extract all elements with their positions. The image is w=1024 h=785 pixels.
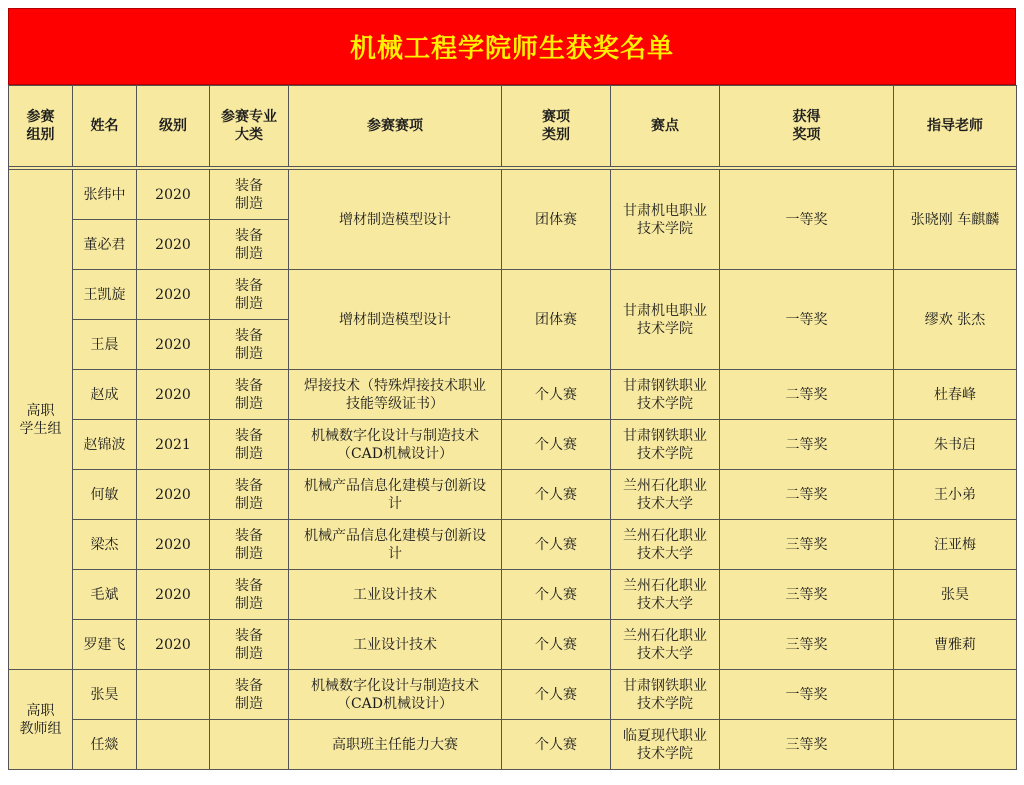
cell-event: 工业设计技术 bbox=[289, 620, 502, 670]
cell-major: 装备 制造 bbox=[210, 370, 289, 420]
header-group: 参赛 组别 bbox=[9, 86, 73, 167]
table-row bbox=[9, 270, 1017, 320]
cell-award: 二等奖 bbox=[720, 420, 894, 470]
cell-event: 增材制造模型设计 bbox=[289, 170, 502, 270]
table-row bbox=[9, 470, 1017, 520]
cell-award: 二等奖 bbox=[720, 470, 894, 520]
cell-grade: 2020 bbox=[137, 520, 210, 570]
header-row bbox=[9, 86, 1017, 167]
cell-type: 个人赛 bbox=[502, 670, 611, 720]
page-title: 机械工程学院师生获奖名单 bbox=[349, 34, 674, 64]
cell-type: 团体赛 bbox=[502, 170, 611, 270]
table-row bbox=[9, 370, 1017, 420]
cell-teacher: 王小弟 bbox=[894, 470, 1017, 520]
cell-type: 个人赛 bbox=[502, 620, 611, 670]
cell-event: 机械数字化设计与制造技术 （CAD机械设计） bbox=[289, 670, 502, 720]
cell-grade bbox=[137, 720, 210, 770]
cell-award: 一等奖 bbox=[720, 270, 894, 370]
cell-major: 装备 制造 bbox=[210, 520, 289, 570]
cell-type: 个人赛 bbox=[502, 370, 611, 420]
cell-award: 三等奖 bbox=[720, 720, 894, 770]
cell-teacher bbox=[894, 720, 1017, 770]
table-row bbox=[9, 170, 1017, 220]
cell-award: 二等奖 bbox=[720, 370, 894, 420]
table-row bbox=[9, 670, 1017, 720]
cell-major: 装备 制造 bbox=[210, 170, 289, 220]
cell-major: 装备 制造 bbox=[210, 270, 289, 320]
cell-type: 个人赛 bbox=[502, 720, 611, 770]
cell-type: 个人赛 bbox=[502, 420, 611, 470]
cell-name: 罗建飞 bbox=[73, 620, 137, 670]
cell-award: 一等奖 bbox=[720, 170, 894, 270]
cell-venue: 甘肃机电职业 技术学院 bbox=[611, 170, 720, 270]
cell-grade: 2020 bbox=[137, 270, 210, 320]
header-venue: 赛点 bbox=[611, 86, 720, 167]
cell-teacher: 张昊 bbox=[894, 570, 1017, 620]
cell-event: 高职班主任能力大赛 bbox=[289, 720, 502, 770]
cell-grade: 2020 bbox=[137, 370, 210, 420]
cell-event: 工业设计技术 bbox=[289, 570, 502, 620]
cell-major: 装备 制造 bbox=[210, 620, 289, 670]
cell-name: 王晨 bbox=[73, 320, 137, 370]
cell-teacher bbox=[894, 670, 1017, 720]
cell-major: 装备 制造 bbox=[210, 220, 289, 270]
cell-teacher: 杜春峰 bbox=[894, 370, 1017, 420]
cell-venue: 甘肃钢铁职业 技术学院 bbox=[611, 670, 720, 720]
table-row bbox=[9, 520, 1017, 570]
cell-award: 一等奖 bbox=[720, 670, 894, 720]
cell-event: 机械产品信息化建模与创新设 计 bbox=[289, 520, 502, 570]
cell-teacher: 汪亚梅 bbox=[894, 520, 1017, 570]
cell-grade: 2020 bbox=[137, 170, 210, 220]
cell-event: 增材制造模型设计 bbox=[289, 270, 502, 370]
header-type: 赛项 类别 bbox=[502, 86, 611, 167]
cell-name: 何敏 bbox=[73, 470, 137, 520]
cell-major: 装备 制造 bbox=[210, 570, 289, 620]
award-table bbox=[8, 85, 1017, 770]
table-row bbox=[9, 720, 1017, 770]
cell-type: 个人赛 bbox=[502, 470, 611, 520]
cell-name: 梁杰 bbox=[73, 520, 137, 570]
header-grade: 级别 bbox=[137, 86, 210, 167]
cell-event: 机械数字化设计与制造技术 （CAD机械设计） bbox=[289, 420, 502, 470]
header-major: 参赛专业 大类 bbox=[210, 86, 289, 167]
cell-venue: 兰州石化职业 技术大学 bbox=[611, 470, 720, 520]
header-event: 参赛赛项 bbox=[289, 86, 502, 167]
cell-type: 个人赛 bbox=[502, 520, 611, 570]
cell-venue: 临夏现代职业 技术学院 bbox=[611, 720, 720, 770]
cell-name: 任燚 bbox=[73, 720, 137, 770]
cell-grade: 2021 bbox=[137, 420, 210, 470]
cell-name: 赵成 bbox=[73, 370, 137, 420]
cell-major: 装备 制造 bbox=[210, 670, 289, 720]
cell-venue: 兰州石化职业 技术大学 bbox=[611, 620, 720, 670]
cell-venue: 甘肃钢铁职业 技术学院 bbox=[611, 420, 720, 470]
header-award: 获得 奖项 bbox=[720, 86, 894, 167]
cell-name: 张纬中 bbox=[73, 170, 137, 220]
cell-type: 个人赛 bbox=[502, 570, 611, 620]
table-row bbox=[9, 570, 1017, 620]
cell-type: 团体赛 bbox=[502, 270, 611, 370]
cell-event: 焊接技术（特殊焊接技术职业 技能等级证书） bbox=[289, 370, 502, 420]
cell-name: 张昊 bbox=[73, 670, 137, 720]
cell-event: 机械产品信息化建模与创新设 计 bbox=[289, 470, 502, 520]
cell-name: 赵锦波 bbox=[73, 420, 137, 470]
cell-award: 三等奖 bbox=[720, 570, 894, 620]
cell-grade: 2020 bbox=[137, 470, 210, 520]
cell-teacher: 朱书启 bbox=[894, 420, 1017, 470]
cell-award: 三等奖 bbox=[720, 620, 894, 670]
cell-teacher: 曹雅莉 bbox=[894, 620, 1017, 670]
header-name: 姓名 bbox=[73, 86, 137, 167]
group-teacher: 高职 教师组 bbox=[9, 670, 73, 770]
cell-major bbox=[210, 720, 289, 770]
cell-venue: 甘肃机电职业 技术学院 bbox=[611, 270, 720, 370]
cell-award: 三等奖 bbox=[720, 520, 894, 570]
cell-major: 装备 制造 bbox=[210, 320, 289, 370]
cell-major: 装备 制造 bbox=[210, 420, 289, 470]
cell-grade: 2020 bbox=[137, 320, 210, 370]
cell-name: 董必君 bbox=[73, 220, 137, 270]
cell-major: 装备 制造 bbox=[210, 470, 289, 520]
cell-grade bbox=[137, 670, 210, 720]
cell-grade: 2020 bbox=[137, 570, 210, 620]
cell-grade: 2020 bbox=[137, 620, 210, 670]
cell-venue: 兰州石化职业 技术大学 bbox=[611, 570, 720, 620]
cell-name: 毛斌 bbox=[73, 570, 137, 620]
title-banner bbox=[8, 8, 1016, 85]
cell-venue: 兰州石化职业 技术大学 bbox=[611, 520, 720, 570]
cell-teacher: 缪欢 张杰 bbox=[894, 270, 1017, 370]
cell-venue: 甘肃钢铁职业 技术学院 bbox=[611, 370, 720, 420]
cell-name: 王凯旋 bbox=[73, 270, 137, 320]
cell-grade: 2020 bbox=[137, 220, 210, 270]
table-row bbox=[9, 420, 1017, 470]
award-sheet bbox=[8, 8, 1016, 770]
group-student: 高职 学生组 bbox=[9, 170, 73, 670]
cell-teacher: 张晓刚 车麒麟 bbox=[894, 170, 1017, 270]
table-row bbox=[9, 620, 1017, 670]
header-teacher: 指导老师 bbox=[894, 86, 1017, 167]
